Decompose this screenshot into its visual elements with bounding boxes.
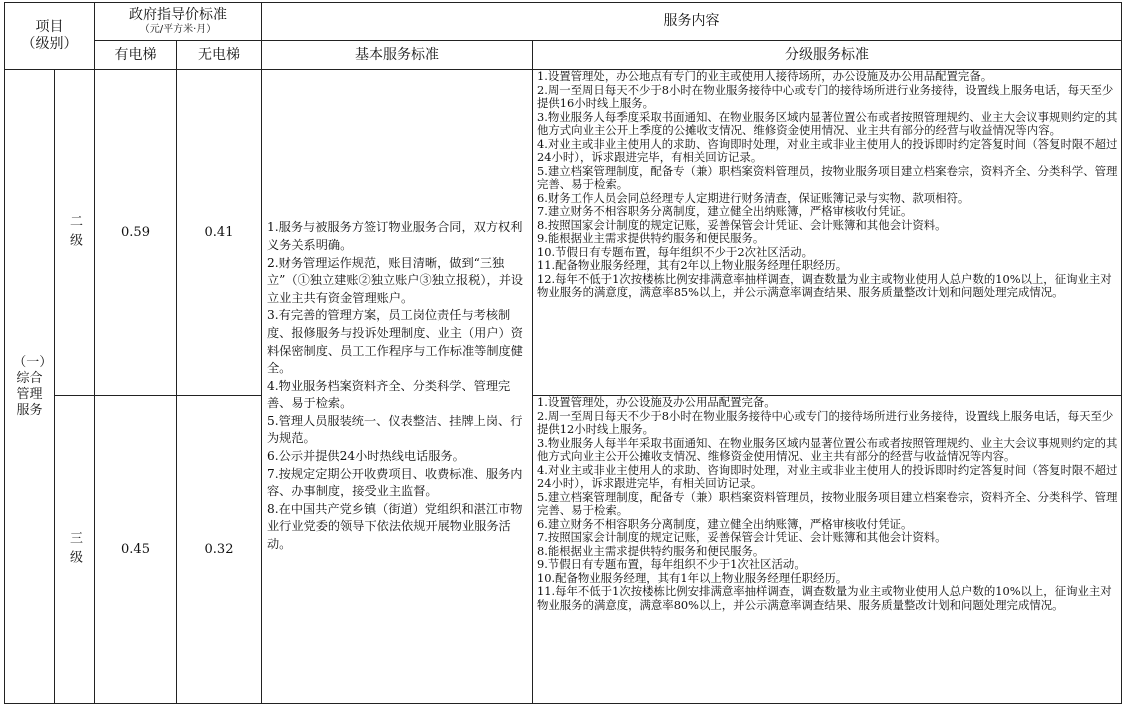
basic-item: 5.管理人员服装统一、仪表整洁、挂牌上岗、行为规范。 (267, 413, 523, 446)
tier-item: 9.节假日有专题布置，每年组织不少于1次社区活动。 (537, 557, 806, 571)
no-elevator-price: 0.32 (177, 396, 262, 704)
tier-item: 1.设置管理处，办公地点有专门的业主或使用人接待场所，办公设施及办公用品配置完备。 (537, 69, 993, 83)
level-label: 二级 (67, 213, 82, 252)
tier-item: 4.对业主或非业主使用人的求助、咨询即时处理，对业主或非业主使用人的投诉即时约定答复时间（答复时限不超过24小时），诉求跟进完毕，有相关回访记录。 (537, 462, 1118, 490)
item-level-header (5, 3, 95, 70)
item-level-label: 项目 （级别） (21, 19, 78, 52)
tier3-standard-cell (533, 396, 1122, 704)
elevator-header: 有电梯 (95, 41, 177, 70)
service-content-header: 服务内容 (262, 3, 1122, 41)
tier-item: 8.按照国家会计制度的规定记账，妥善保管会计凭证、会计账簿和其他会计资料。 (537, 217, 947, 232)
basic-standard-header: 基本服务标准 (262, 41, 533, 70)
tier-item: 7.建立财务不相容职务分离制度，建立健全出纳账簿，严格审核收付凭证。 (537, 204, 913, 218)
basic-item: 2.财务管理运作规范，账目清晰，做到“三独立”（①独立建账②独立账户③独立报税），并设立业主共有资金管理账户。 (267, 255, 524, 305)
tier-item: 3.物业服务人每季度采取书面通知、在物业服务区域内显著位置公布或者按照管理规约、业主大会议事规则约定的其他方式向业主公开上季度的公摊收支情况、维修资金使用情况、业主共有部分的经营与收益情况等内容。 (537, 109, 1118, 137)
tier-item: 1.设置管理处，办公设施及办公用品配置完备。 (537, 395, 776, 409)
basic-item: 3.有完善的管理方案，员工岗位责任与考核制度、报修服务与投诉处理制度、业主（用户）资料保密制度、员工工作程序与工作标准等制度健全。 (267, 308, 523, 376)
category-label: （一）综合管理服务 (13, 354, 46, 418)
tier-item: 3.物业服务人每半年采取书面通知、在物业服务区域内显著位置公布或者按照管理规约、业主大会议事规则约定的其他方式向业主公开公摊收支情况、维修资金使用情况、业主共有部分的经营与收益情况等内容。 (537, 435, 1118, 463)
no-elevator-price: 0.41 (177, 70, 262, 396)
tier2-standard-cell (533, 70, 1122, 396)
basic-item: 4.物业服务档案资料齐全、分类科学、管理完善、易于检索。 (267, 378, 511, 411)
tier-item: 5.建立档案管理制度，配备专（兼）职档案资料管理员，按物业服务项目建立档案卷宗，资料齐全、分类科学、管理完善、易于检索。 (537, 489, 1118, 517)
price-header (95, 3, 262, 41)
elevator-price: 0.59 (95, 70, 177, 396)
tier-item: 11.每年不低于1次按楼栋比例安排满意率抽样调查，调查数量为业主或物业使用人总户数的10%以上，征询业主对物业服务的满意度，满意率80%以上，并公示满意率调查结果、服务质量整改计划和问题处理完成情况。 (537, 584, 1112, 612)
level-label: 三级 (67, 530, 82, 569)
elevator-price: 0.45 (95, 396, 177, 704)
basic-item: 8.在中国共产党乡镇（街道）党组织和湛江市物业行业党委的领导下依法依规开展物业服务活动。 (267, 501, 523, 552)
tier-item: 5.建立档案管理制度，配备专（兼）职档案资料管理员，按物业服务项目建立档案卷宗，资料齐全、分类科学、管理完善、易于检索。 (537, 163, 1118, 191)
tier-item: 2.周一至周日每天不少于8小时在物业服务接待中心或专门的接待场所进行业务接待，设置线上服务电话，每天至少提供12小时线上服务。 (537, 408, 1114, 436)
category-cell (5, 70, 55, 704)
basic-item: 1.服务与被服务方签订物业服务合同，双方权利义务关系明确。 (267, 220, 523, 252)
tier-standard-header: 分级服务标准 (533, 41, 1122, 70)
no-elevator-header: 无电梯 (177, 41, 262, 70)
level-cell (55, 70, 95, 396)
tier-item: 6.建立财务不相容职务分离制度，建立健全出纳账簿，严格审核收付凭证。 (537, 516, 913, 531)
tier-item: 11.配备物业服务经理，其有2年以上物业服务经理任职经历。 (537, 258, 848, 272)
tier-item: 8.能根据业主需求提供特约服务和便民服务。 (537, 543, 765, 558)
tier-item: 4.对业主或非业主使用人的求助、咨询即时处理，对业主或非业主使用人的投诉即时约定答复时间（答复时限不超过24小时），诉求跟进完毕，有相关回访记录。 (537, 136, 1118, 164)
tier-item: 9.能根据业主需求提供特约服务和便民服务。 (537, 231, 765, 245)
tier-item: 10.配备物业服务经理，其有1年以上物业服务经理任职经历。 (537, 570, 848, 585)
tier-item: 10.节假日有专题布置，每年组织不少于2次社区活动。 (537, 244, 813, 259)
price-unit: （元/平方米·月） (139, 24, 217, 35)
basic-item: 6.公示并提供24小时热线电话服务。 (267, 449, 465, 464)
price-label: 政府指导价标准 (129, 7, 227, 23)
tier-item: 2.周一至周日每天不少于8小时在物业服务接待中心或专门的接待场所进行业务接待，设置线上服务电话，每天至少提供16小时线上服务。 (537, 82, 1114, 110)
tier-item: 6.财务工作人员会同总经理专人定期进行财务清查，保证账簿记录与实物、款项相符。 (537, 190, 970, 205)
tier-item: 7.按照国家会计制度的规定记账，妥善保管会计凭证、会计账簿和其他会计资料。 (537, 530, 947, 544)
level-cell (55, 396, 95, 704)
pricing-table (4, 2, 1122, 704)
basic-standard-cell (262, 70, 533, 704)
tier-item: 12.每年不低于1次按楼栋比例安排满意率抽样调查，调查数量为业主或物业使用人总户数的10%以上，征询业主对物业服务的满意度，满意率85%以上，并公示满意率调查结果、服务质量整改计划和问题处理完成情况。 (537, 271, 1112, 299)
basic-item: 7.按规定定期公开收费项目、收费标准、服务内容、办事制度，接受业主监督。 (267, 466, 523, 499)
